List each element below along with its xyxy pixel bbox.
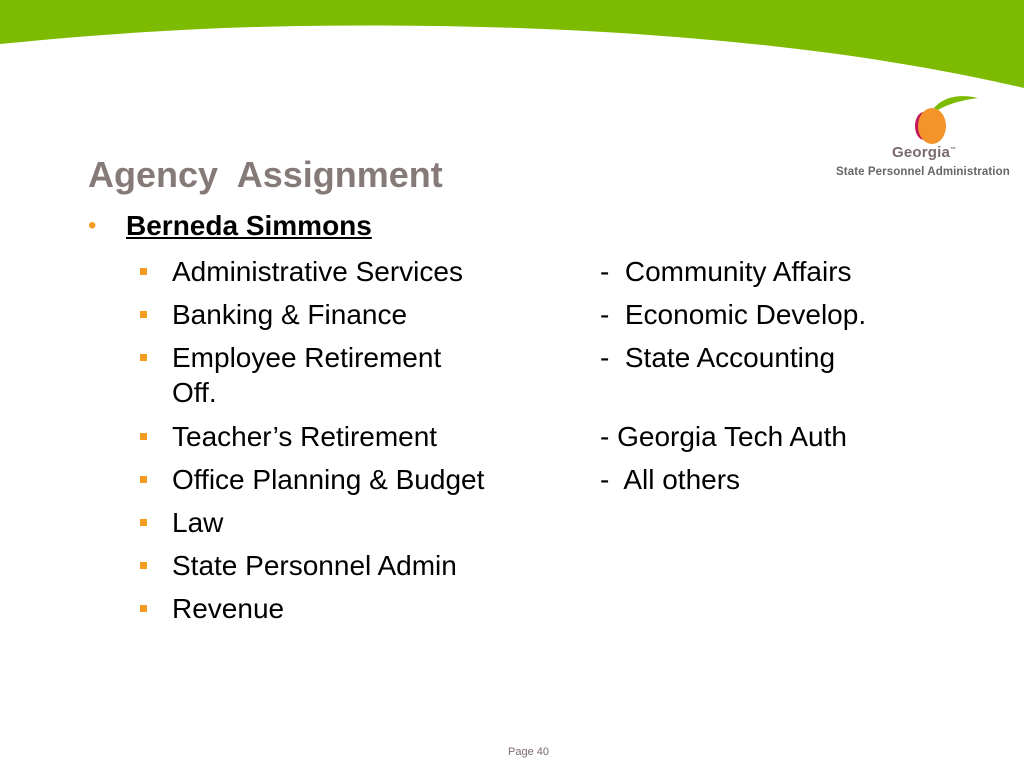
square-bullet-icon xyxy=(140,476,147,483)
bullet-dot-icon: • xyxy=(88,212,97,239)
header-swoosh xyxy=(0,0,1024,100)
georgia-logo xyxy=(830,92,1024,184)
list-item: State Personnel Admin xyxy=(172,550,457,581)
list-item: Office Planning & Budget xyxy=(172,464,485,495)
list-item: Banking & Finance xyxy=(172,299,408,330)
right-list-item: - Community Affairs xyxy=(600,256,852,287)
section-name: Berneda Simmons xyxy=(126,210,372,241)
square-bullet-icon xyxy=(140,433,147,440)
logo-subtitle: State Personnel Administration xyxy=(836,166,1010,178)
square-bullet-icon xyxy=(140,354,147,361)
square-bullet-icon xyxy=(140,605,147,612)
peach-icon xyxy=(900,92,980,148)
slide-title: Agency Assignment xyxy=(88,154,443,195)
logo-wordmark: Georgia™ xyxy=(892,144,957,161)
right-list-item: - Economic Develop. xyxy=(600,299,867,330)
list-item: Law xyxy=(172,507,224,538)
right-list-item: - All others xyxy=(600,464,741,495)
square-bullet-icon xyxy=(140,562,147,569)
right-list-item: - Georgia Tech Auth xyxy=(600,421,847,452)
list-item-continuation: Off. xyxy=(172,377,217,408)
square-bullet-icon xyxy=(140,519,147,526)
page-number: Page 40 xyxy=(508,746,549,758)
list-item: Teacher’s Retirement xyxy=(172,421,438,452)
right-list-item: - State Accounting xyxy=(600,342,836,373)
list-item: Administrative Services xyxy=(172,256,463,287)
square-bullet-icon xyxy=(140,311,147,318)
square-bullet-icon xyxy=(140,268,147,275)
list-item: Employee Retirement xyxy=(172,342,442,373)
list-item: Revenue xyxy=(172,593,285,624)
